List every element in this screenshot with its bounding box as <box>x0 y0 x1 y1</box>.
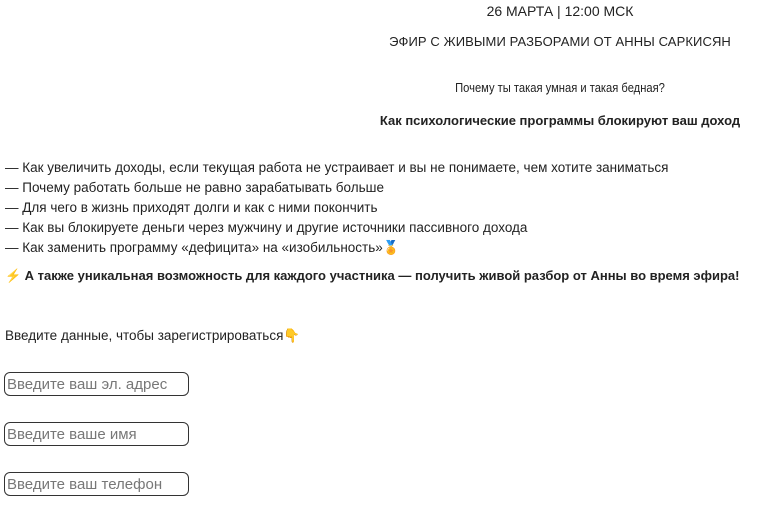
topics-list <box>5 158 668 258</box>
email-field[interactable] <box>4 372 189 396</box>
promo-label: А также уникальная возможность для каждого участника — получить живой разбор от Анны во время эфира! <box>24 268 740 283</box>
registration-prompt <box>5 328 300 344</box>
event-title: ЭФИР С ЖИВЫМИ РАЗБОРАМИ ОТ АННЫ САРКИСЯН <box>389 34 731 49</box>
list-item: — Для чего в жизнь приходят долги и как с ними покончить <box>5 200 378 215</box>
headline-question: Почему ты такая умная и такая бедная? <box>455 80 665 95</box>
lightning-icon: ⚡ <box>5 268 22 283</box>
list-item: — Как заменить программу «дефицита» на «изобильность»🏅 <box>5 240 400 255</box>
promo-text <box>5 268 739 284</box>
registration-prompt-label: Введите данные, чтобы зарегистрироваться <box>5 328 284 343</box>
phone-field[interactable] <box>4 472 189 496</box>
medal-icon: 🏅 <box>382 240 400 255</box>
list-item: — Как увеличить доходы, если текущая работа не устраивает и вы не понимаете, чем хотите заниматься <box>5 160 669 175</box>
event-date: 26 МАРТА | 12:00 МСК <box>486 3 634 19</box>
list-item: — Как вы блокируете деньги через мужчину и другие источники пассивного дохода <box>5 220 528 235</box>
pointing-down-icon: 👇 <box>283 328 301 343</box>
list-item: — Почему работать больше не равно зарабатывать больше <box>5 180 384 195</box>
headline-subtitle: Как психологические программы блокируют ваш доход <box>379 113 741 128</box>
name-field[interactable] <box>4 422 189 446</box>
